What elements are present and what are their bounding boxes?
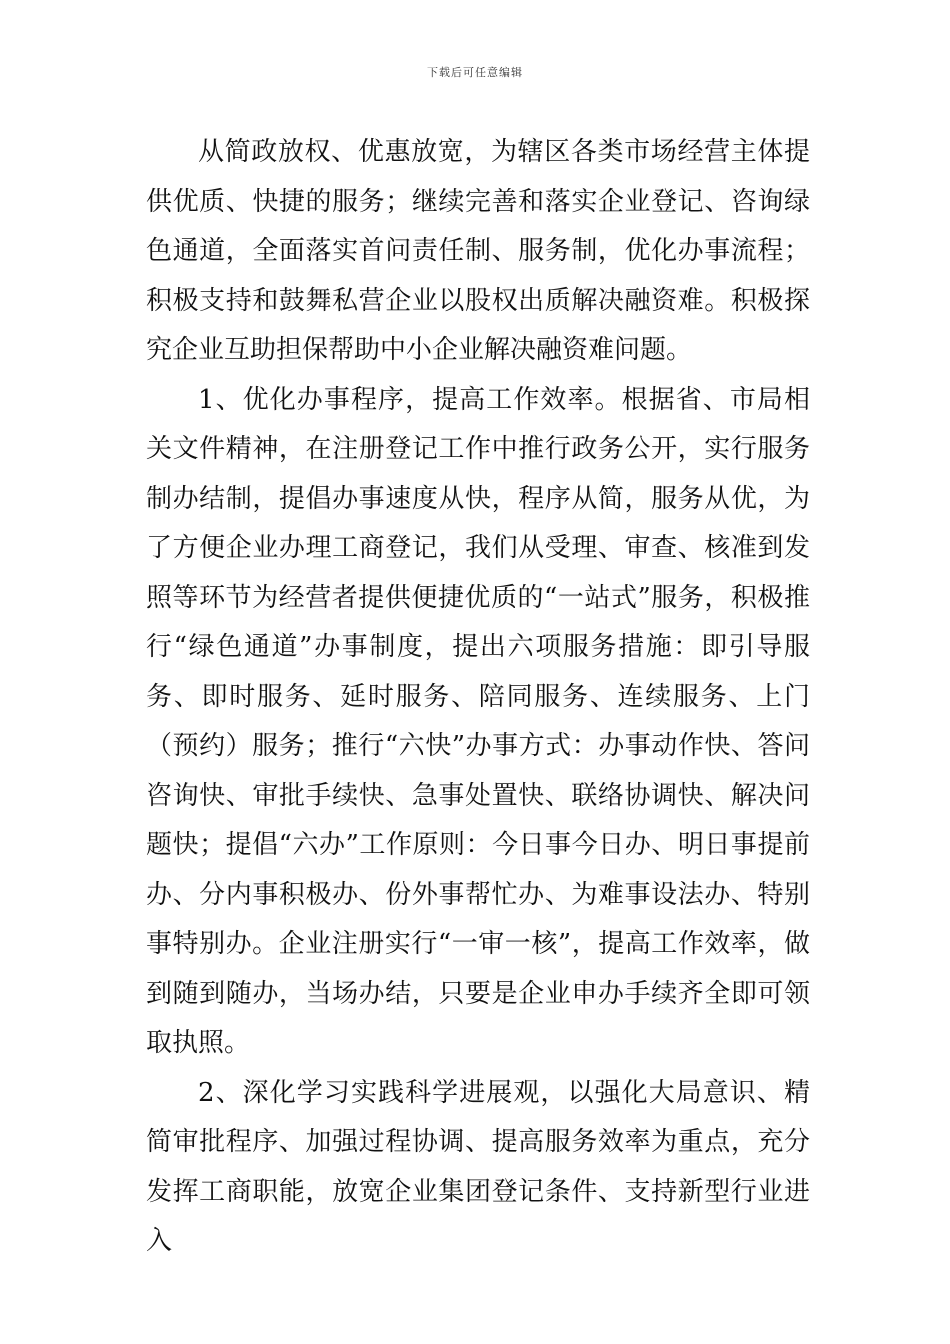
paragraph-item-2: 2、深化学习实践科学进展观，以强化大局意识、精简审批程序、加强过程协调、提高服务效率为重点，充分发挥工商职能，放宽企业集团登记条件、支持新型行业进入 <box>146 1077 810 1256</box>
paragraph-intro: 从简政放权、优惠放宽，为辖区各类市场经营主体提供优质、快捷的服务；继续完善和落实企业登记、咨询绿色通道，全面落实首问责任制、服务制，优化办事流程；积极支持和鼓舞私营企业以股权出质解决融资难。积极探究企业互助担保帮助中小企业解决融资难问题。 <box>146 137 810 365</box>
page-header: 下载后可任意编辑 <box>427 66 523 79</box>
paragraph-item-1: 1、优化办事程序，提高工作效率。根据省、市局相关文件精神，在注册登记工作中推行政务公开，实行服务制办结制，提倡办事速度从快，程序从简，服务从优，为了方便企业办理工商登记，我们从受理、审查、核准到发照等环节为经营者提供便捷优质的“一站式”服务，积极推行“绿色通道”办事制度，提出六项服务措施：即引导服务、即时服务、延时服务、陪同服务、连续服务、上门（预约）服务；推行“六快”办事方式：办事动作快、答问咨询快、审批手续快、急事处置快、联络协调快、解决问题快；提倡“六办”工作原则：今日事今日办、明日事提前办、分内事积极办、份外事帮忙办、为难事设法办、特别事特别办。企业注册实行“一审一核”，提高工作效率，做到随到随办，当场办结，只要是企业申办手续齐全即可领取执照。 <box>146 384 810 1058</box>
document-body <box>146 128 810 1267</box>
